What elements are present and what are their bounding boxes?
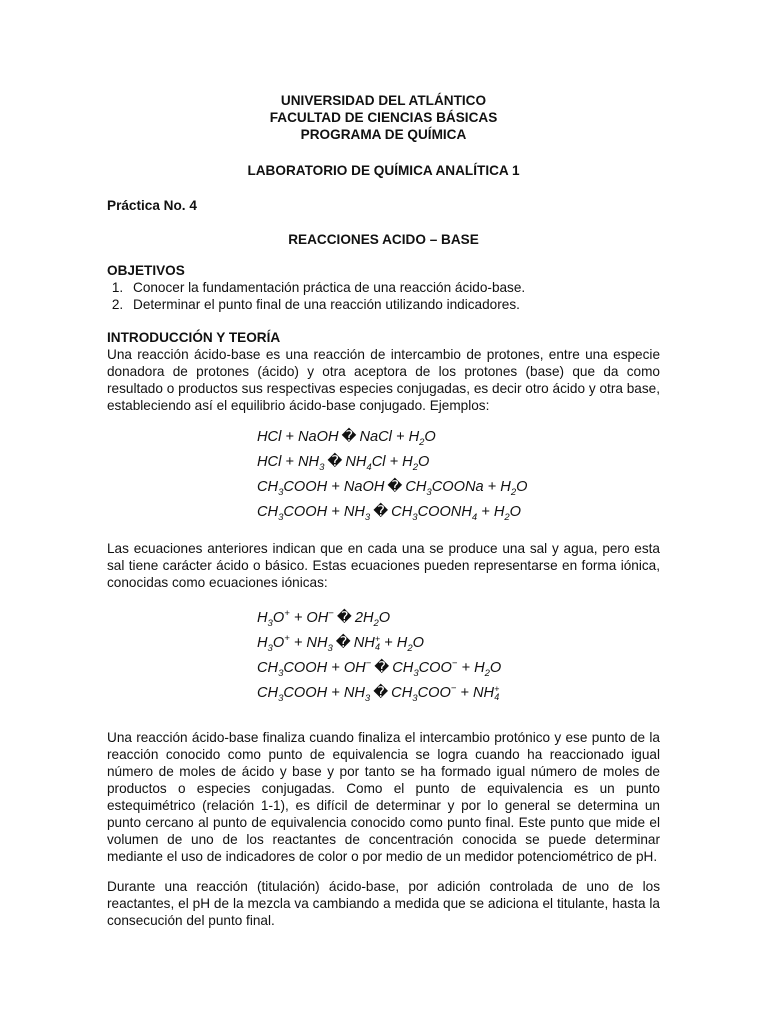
equation-acetic-hydroxide: $CH_3COOH + OH^-$ � $CH_3COO^- + H_2O$ — [257, 658, 502, 679]
objective-item: 1. Conocer la fundamentación práctica de una reacción ácido-base. — [127, 279, 660, 296]
equation-hcl-nh3: HCl + $NH_3$ � $NH_4Cl + H_2O$ — [257, 454, 430, 473]
reaction-arrow-icon: � — [327, 454, 343, 470]
reaction-arrow-icon: � — [336, 610, 352, 626]
practice-number: Práctica No. 4 — [107, 198, 197, 213]
introduction-paragraph: Una reacción ácido-base es una reacción de intercambio de protones, entre una especie donadora de protones (ácido) y otra aceptora de los protones (base) que da como resultado o productos sus respectivas especies conjugadas, es decir otro ácido y otra base, estableciendo así el equilibrio ácido-base conjugado. Ejemplos: — [107, 347, 660, 413]
equation-acetic-naoh: $CH_3COOH$ + NaOH � $CH_3COONa + H_2O$ — [257, 479, 528, 498]
reaction-arrow-icon: � — [373, 504, 389, 520]
ionic-equations — [257, 606, 501, 706]
molecular-equations — [257, 425, 527, 525]
equation-hydronium-hydroxide: $H_3O^+ + OH^-$ � $2H_2O$ — [257, 608, 391, 629]
university-name: UNIVERSIDAD DEL ATLÁNTICO — [280, 93, 487, 108]
equation-hydronium-ammonia: $H_3O^+ + NH_3$ � NH + 4 + $H_2O$ — [257, 633, 424, 654]
equation-acetic-ammonia: $CH_3COOH + NH_3$ � $CH_3COO^-$ + NH + 4 — [257, 683, 500, 704]
reaction-arrow-icon: � — [373, 685, 389, 701]
introduction-section — [107, 329, 660, 414]
ionic-intro-paragraph: Las ecuaciones anteriores indican que en cada una se produce una sal y agua, pero esta sal tiene carácter ácido o básico. Estas ecuaciones pueden representarse en forma iónica, conocidas como ecuaciones iónicas: — [107, 541, 660, 590]
objectives-heading: OBJETIVOS — [107, 263, 185, 278]
equation-hcl-naoh: HCl + NaOH � NaCl + $H_2O$ — [257, 429, 436, 448]
reaction-arrow-icon: � — [387, 479, 403, 495]
equivalence-paragraph: Una reacción ácido-base finaliza cuando finaliza el intercambio protónico y ese punto de la reacción conocido como punto de equivalencia se logra cuando ha reaccionado igual número de moles de ácido y base y por tanto se ha formado igual número de moles de productos o especies conjugadas. Como el punto de equivalencia es un punto estequimétrico (relación 1-1), es difícil de determinar y por lo general se determina un punto cercano al punto de equivalencia conocido como punto final. Este punto que mide el volumen de uno de los reactantes de concentración conocida se puede determinar mediante el uso de indicadores de color o por medio de un medidor potenciométrico de pH. — [107, 730, 660, 864]
equation-acetic-nh3: $CH_3COOH + NH_3$ � $CH_3COONH_4 + H_2O$ — [257, 504, 522, 523]
reaction-arrow-icon: � — [341, 429, 357, 445]
lab-title: LABORATORIO DE QUÍMICA ANALÍTICA 1 — [247, 163, 520, 178]
program-name: PROGRAMA DE QUÍMICA — [300, 127, 467, 142]
objectives-list — [107, 279, 660, 313]
document-header — [107, 92, 660, 143]
titration-paragraph: Durante una reacción (titulación) ácido-base, por adición controlada de uno de los reactantes, el pH de la mezcla va cambiando a medida que se adiciona el titulante, hasta la consecución del punto final. — [107, 879, 660, 928]
objective-item: 2. Determinar el punto final de una reacción utilizando indicadores. — [127, 296, 660, 313]
objectives-section — [107, 262, 660, 313]
introduction-heading: INTRODUCCIÓN Y TEORÍA — [107, 330, 281, 345]
reaction-arrow-icon: � — [335, 635, 351, 651]
faculty-name: FACULTAD DE CIENCIAS BÁSICAS — [269, 110, 498, 125]
practice-title: REACCIONES ACIDO – BASE — [288, 232, 479, 247]
reaction-arrow-icon: � — [374, 660, 390, 676]
